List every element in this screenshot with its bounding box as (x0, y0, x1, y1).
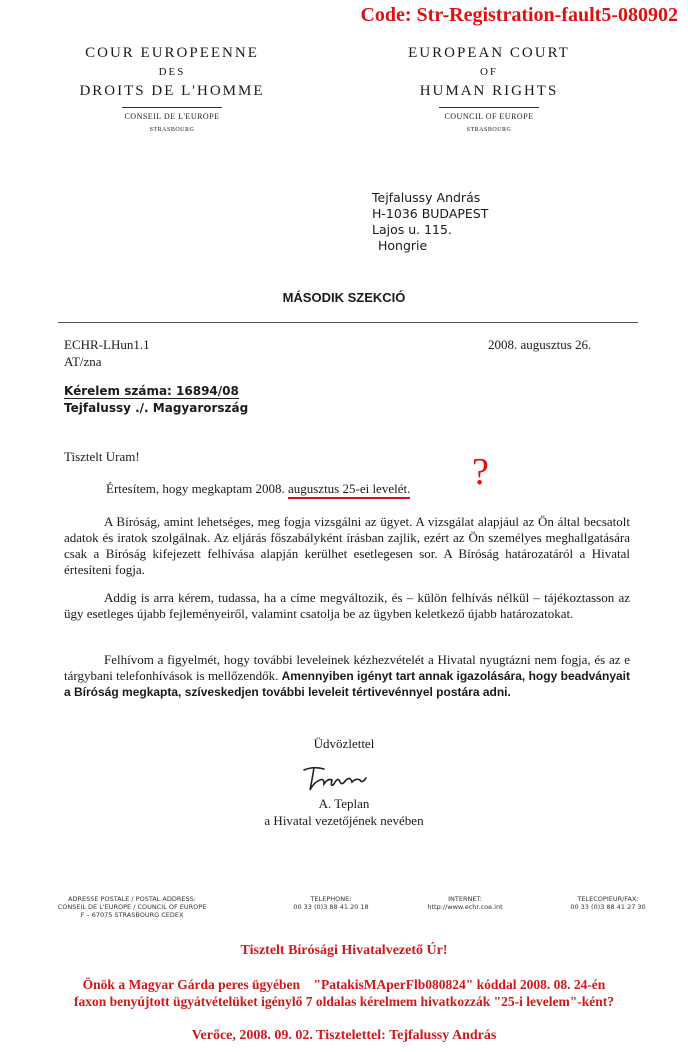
divider (58, 322, 638, 323)
footer-label: INTERNET: (448, 895, 482, 903)
footer-value: 00 33 (0)3 88 41 20 18 (293, 903, 369, 911)
footer-fax (548, 895, 668, 911)
addressee-line: Hongrie (378, 238, 428, 253)
red-question-mark: ? (472, 451, 489, 493)
salutation: Tisztelt Uram! (64, 449, 140, 464)
footer-label: TELECOPIEUR/FAX: (577, 895, 639, 903)
annotation-line: Önök a Magyar Gárda peres ügyében "PatakisMAperFlb080824" kóddal 2008. 08. 24-én (82, 977, 606, 992)
paragraph-notice (64, 652, 630, 700)
signer-title: a Hivatal vezetőjének nevében (264, 812, 424, 828)
annotation-greeting: Tisztelt Bírósági Hivatalvezető Úr! (240, 943, 448, 958)
letterhead-line: COUR EUROPEENNE (85, 45, 259, 61)
footer-value: 00 33 (0)3 88 41 27 30 (570, 903, 646, 911)
footer-internet (410, 895, 520, 911)
letterhead-line: DROITS DE L'HOMME (79, 83, 265, 99)
footer-value: http://www.echr.coe.int (427, 903, 503, 911)
divider (122, 107, 222, 108)
case-parties: Tejfalussy ./. Magyarország (64, 401, 249, 415)
addressee-block (372, 190, 488, 254)
letterhead-city: STRASBOURG (149, 127, 195, 133)
case-number (64, 384, 239, 398)
letterhead-line: EUROPEAN COURT (408, 45, 570, 61)
addressee-line: Tejfalussy András (372, 190, 481, 205)
reference-initials: AT/zna (64, 354, 102, 369)
underlined-date-phrase: augusztus 25-ei levelét. (288, 481, 410, 499)
annotation-signoff: Verőce, 2008. 09. 02. Tisztelettel: Tejfalussy András (191, 1028, 497, 1043)
footer-value: CONSEIL DE L'EUROPE / COUNCIL OF EUROPE (57, 903, 207, 911)
letterhead-line: OF (479, 66, 499, 78)
letterhead-city: STRASBOURG (466, 127, 512, 133)
signature-graphic (300, 764, 370, 796)
paragraph-examination: A Bíróság, amint lehetséges, meg fogja vizsgálni az ügyet. A vizsgálat alapjául az Ön által becsatolt adatok és iratok szolgálnak. Az eljárás főszabályként írásban zajlik, ezért az Ön személyes meghallgatására csak a Bíróság kifejezett felhívása alapján kerülhet esetlegesen sor. A Bíróság határozatáról a Hivatal értesíteni fogja. (64, 514, 630, 577)
letterhead-council: COUNCIL OF EUROPE (444, 112, 534, 121)
footer-label: TELEPHONE: (310, 895, 352, 903)
divider (439, 107, 539, 108)
footer-value: F – 67075 STRASBOURG CEDEX (80, 911, 184, 919)
signer-block (0, 796, 688, 829)
closing-greeting: Üdvözlettel (313, 736, 375, 751)
letterhead-line: DES (158, 66, 186, 78)
paragraph-text: Értesítem, hogy megkaptam 2008. (106, 481, 288, 496)
signer-name: A. Teplan (318, 796, 370, 811)
letterhead-french (62, 44, 282, 133)
letterhead-english (396, 44, 582, 133)
addressee-line: Lajos u. 115. (372, 222, 452, 237)
section-title: MÁSODIK SZEKCIÓ (282, 290, 406, 305)
reference-code: ECHR-LHun1.1 (64, 337, 150, 352)
footer-telephone (276, 895, 386, 911)
footer-postal-address (32, 895, 232, 919)
addressee-line: H-1036 BUDAPEST (372, 206, 489, 221)
paragraph-text: Felhívom a figyelmét, hogy további leveleinek kézhezvételét a Hivatal nyugtázni nem fogja, és az e tárgybani telefonhívások is mellőzendők. (64, 652, 630, 683)
annotation-line: faxon benyújtott ügyátvételüket igénylő 7 oldalas kérelmem hivatkozzák "25-i levelem"-ként? (73, 994, 615, 1009)
letter-date: 2008. augusztus 26. (488, 337, 592, 352)
paragraph-receipt (106, 481, 410, 498)
footer-label: ADRESSE POSTALE / POSTAL ADDRESS: (68, 895, 196, 903)
case-number-text: Kérelem száma: 16894/08 (64, 384, 239, 398)
document-code-label: Code: Str-Registration-fault5-080902 (360, 4, 678, 26)
paragraph-changes: Addig is arra kérem, tudassa, ha a címe megváltozik, és – külön felhívás nélkül – tájékoztasson az ügy esetleges újabb fejleményeiről, valamint csatolja be az ügyben keletkező újabb határozatokat. (64, 590, 630, 621)
letterhead-council: CONSEIL DE L'EUROPE (124, 112, 220, 121)
letterhead-line: HUMAN RIGHTS (419, 83, 559, 99)
paragraph-bold-text: Amennyiben igényt tart annak igazolására, hogy beadványait a Bíróság megkapta, szíveskedjen további leveleit tértivevénnyel postára adni. (64, 669, 630, 699)
